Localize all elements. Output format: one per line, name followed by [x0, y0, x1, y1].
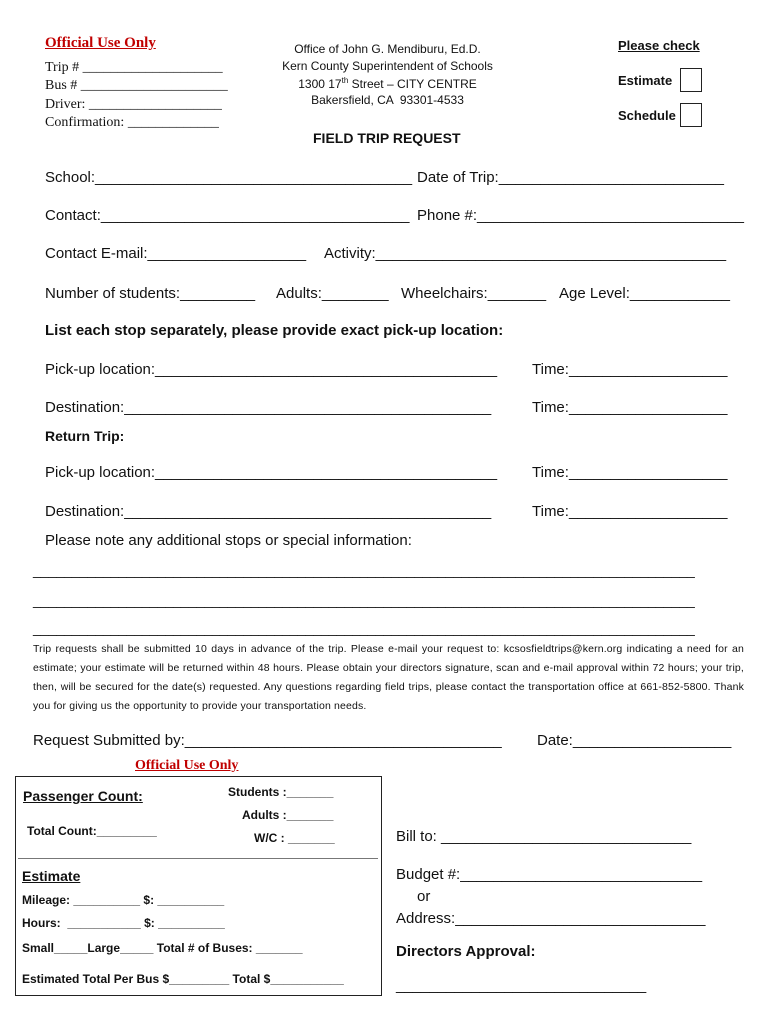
contact-field[interactable]: Contact:_____________________________________ [45, 207, 410, 224]
estimate-checkbox[interactable] [680, 68, 702, 92]
address-field[interactable]: Address:______________________________ [396, 910, 706, 927]
adults-count-field[interactable]: Adults :_______ [242, 808, 334, 822]
official-use-title-bottom: Official Use Only [135, 758, 239, 773]
budget-number-field[interactable]: Budget #:_____________________________ [396, 866, 703, 883]
age-level-field[interactable]: Age Level:____________ [559, 285, 730, 302]
number-of-students-field[interactable]: Number of students:_________ [45, 285, 256, 302]
passenger-count-heading [23, 788, 143, 804]
street-number: 1300 17 [298, 77, 342, 91]
estimate-heading [22, 868, 80, 884]
return-destination-field[interactable]: Destination:____________________________________________ [45, 503, 492, 520]
bus-number-field[interactable]: Bus # _____________________ [45, 78, 228, 93]
estimate-heading-label: Estimate [22, 868, 81, 884]
destination-field[interactable]: Destination:____________________________________________ [45, 399, 492, 416]
return-destination-time-field[interactable]: Time:___________________ [532, 503, 728, 520]
additional-info-line[interactable]: _____________________________________________________________________________________ [33, 562, 695, 578]
activity-field[interactable]: Activity:__________________________________________ [324, 245, 727, 262]
additional-info-line[interactable]: _____________________________________________________________________________________ [33, 620, 695, 636]
request-submitted-by-field[interactable]: Request Submitted by:______________________________________ [33, 732, 502, 749]
directors-approval-line[interactable]: ______________________________ [396, 977, 647, 994]
return-pickup-time-field[interactable]: Time:___________________ [532, 464, 728, 481]
directors-approval-label: Directors Approval: [396, 943, 536, 960]
estimated-total-field[interactable]: Estimated Total Per Bus $_________ Total $___________ [22, 972, 344, 986]
hours-field[interactable]: Hours: ___________ $: __________ [22, 916, 225, 930]
official-use-title: Official Use Only [45, 35, 156, 51]
street-suffix: th [341, 76, 349, 85]
stops-heading: List each stop separately, please provide exact pick-up location: [45, 322, 504, 339]
contact-email-field[interactable]: Contact E-mail:___________________ [45, 245, 307, 262]
additional-info-label: Please note any additional stops or special information: [45, 532, 412, 549]
or-label: or [417, 888, 431, 905]
date-of-trip-field[interactable]: Date of Trip:___________________________ [417, 169, 724, 186]
mileage-field[interactable]: Mileage: __________ $: __________ [22, 893, 225, 907]
office-street [250, 76, 525, 91]
street-name: Street – CITY CENTRE [348, 77, 477, 91]
office-name: Office of John G. Mendiburu, Ed.D. [294, 42, 481, 56]
form-title: FIELD TRIP REQUEST [313, 130, 461, 146]
return-trip-heading: Return Trip: [45, 428, 125, 444]
total-count-field[interactable]: Total Count:_________ [27, 824, 157, 838]
destination-time-field[interactable]: Time:___________________ [532, 399, 728, 416]
passenger-count-label: Passenger Count: [23, 788, 143, 804]
bill-to-field[interactable]: Bill to: ______________________________ [396, 828, 692, 845]
wc-count-field[interactable]: W/C : _______ [254, 831, 335, 845]
schedule-checkbox[interactable] [680, 103, 702, 127]
schedule-label: Schedule [618, 108, 676, 123]
pickup-time-field[interactable]: Time:___________________ [532, 361, 728, 378]
students-count-field[interactable]: Students :_______ [228, 785, 334, 799]
return-pickup-location-field[interactable]: Pick-up location:_________________________________________ [45, 464, 498, 481]
driver-field[interactable]: Driver: ___________________ [45, 97, 222, 112]
estimate-label: Estimate [618, 73, 673, 88]
office-city: Bakersfield, CA 93301-4533 [311, 93, 464, 107]
additional-info-line[interactable]: _____________________________________________________________________________________ [33, 592, 695, 608]
please-check-title: Please check [618, 38, 700, 53]
trip-number-field[interactable]: Trip # ____________________ [45, 60, 223, 75]
confirmation-field[interactable]: Confirmation: _____________ [45, 115, 219, 130]
adults-field[interactable]: Adults:________ [276, 285, 389, 302]
office-organization: Kern County Superintendent of Schools [282, 59, 493, 73]
phone-field[interactable]: Phone #:________________________________ [417, 207, 745, 224]
school-field[interactable]: School:______________________________________ [45, 169, 413, 186]
request-date-field[interactable]: Date:___________________ [537, 732, 732, 749]
wheelchairs-field[interactable]: Wheelchairs:_______ [401, 285, 547, 302]
bus-size-field[interactable]: Small_____Large_____ Total # of Buses: _______ [22, 941, 303, 955]
pickup-location-field[interactable]: Pick-up location:_________________________________________ [45, 361, 498, 378]
submission-instructions: Trip requests shall be submitted 10 days in advance of the trip. Please e-mail your request to: kcsosfieldtrips@kern.org indicating a need for an estimate; your estimate will be returned within 48 hours. Please obtain your directors signature, scan and e-mail approval within 72 hours; your trip, then, will be secured for the date(s) requested. Any questions regarding field trips, please contact the transportation office at 661-852-5800. Thank you for giving us the opportunity to provide your transportation needs. [33, 643, 744, 712]
official-use-divider [18, 858, 378, 859]
